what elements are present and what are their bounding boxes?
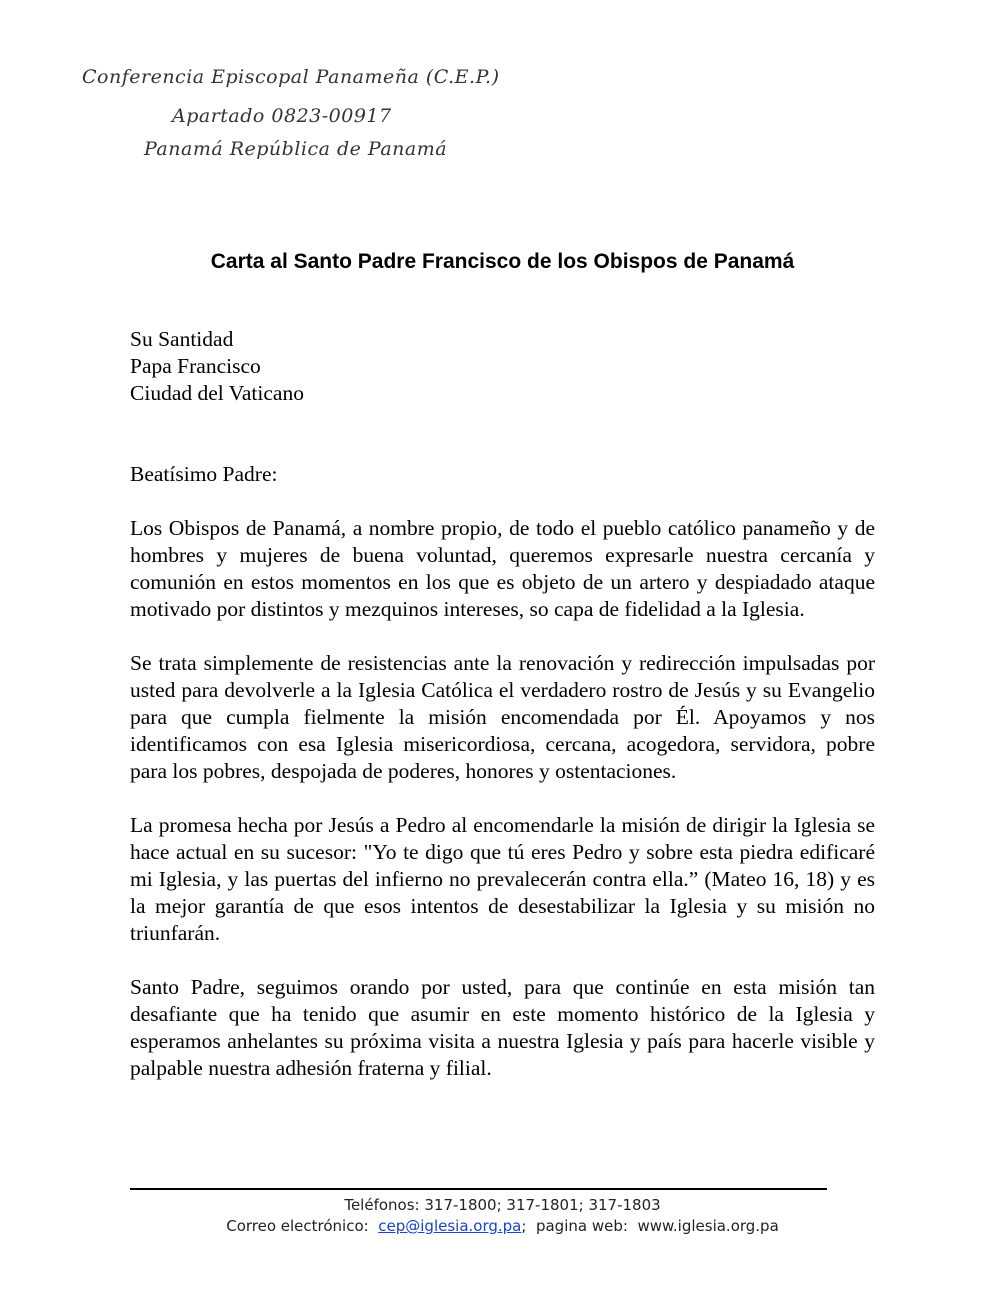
recipient-line-2: Papa Francisco (130, 354, 261, 378)
letter-title: Carta al Santo Padre Francisco de los Obispos de Panamá (210, 250, 795, 273)
paragraph-4: Santo Padre, seguimos orando por usted, para que continúe en esta misión tan desafiante que ha tenido que asumir en este momento histórico de la Iglesia y esperamos anhelantes su próxima visita a nuestra Iglesia y país para hacerle visible y palpable nuestra adhesión fraterna y filial. (130, 975, 875, 1080)
email-link[interactable]: cep@iglesia.org.pa (378, 1217, 522, 1235)
letterhead-postal-box: Apartado 0823-00917 (172, 105, 392, 127)
paragraph-1: Los Obispos de Panamá, a nombre propio, de todo el pueblo católico panameño y de hombres y mujeres de buena voluntad, queremos expresarle nuestra cercanía y comunión en estos momentos en los que es objeto de un artero y despiadado ataque motivado por distintos y mezquinos intereses, so capa de fidelidad a la Iglesia. (130, 516, 875, 621)
letter-body (130, 326, 875, 1082)
recipient-line-1: Su Santidad (130, 327, 234, 351)
paragraph-3: La promesa hecha por Jesús a Pedro al encomendarle la misión de dirigir la Iglesia se hace actual en su sucesor: "Yo te digo que tú eres Pedro y sobre esta piedra edificaré mi Iglesia, y las puertas del infierno no prevalecerán contra ella.” (Mateo 16, 18) y es la mejor garantía de que esos intentos de desestabilizar la Iglesia y su misión no triunfarán. (130, 813, 875, 945)
footer-divider (130, 1188, 827, 1190)
paragraph-2: Se trata simplemente de resistencias ante la renovación y redirección impulsadas por usted para devolverle a la Iglesia Católica el verdadero rostro de Jesús y su Evangelio para que cumpla fielmente la misión encomendada por Él. Apoyamos y nos identificamos con esa Iglesia misericordiosa, cercana, acogedora, servidora, pobre para los pobres, despojada de poderes, honores y ostentaciones. (130, 651, 875, 783)
salutation: Beatísimo Padre: (130, 462, 278, 486)
recipient-block (130, 326, 875, 407)
web-link[interactable]: www.iglesia.org.pa (637, 1217, 779, 1235)
web-label: pagina web: (535, 1217, 628, 1235)
letterhead-organization: Conferencia Episcopal Panameña (C.E.P.) (82, 66, 500, 88)
recipient-line-3: Ciudad del Vaticano (130, 381, 304, 405)
letterhead-location: Panamá República de Panamá (144, 138, 448, 160)
footer-contact: Correo electrónico: cep@iglesia.org.pa; pagina web: www.iglesia.org.pa (226, 1217, 779, 1235)
footer-phones: Teléfonos: 317-1800; 317-1801; 317-1803 (344, 1196, 661, 1214)
email-label: Correo electrónico: (226, 1217, 369, 1235)
